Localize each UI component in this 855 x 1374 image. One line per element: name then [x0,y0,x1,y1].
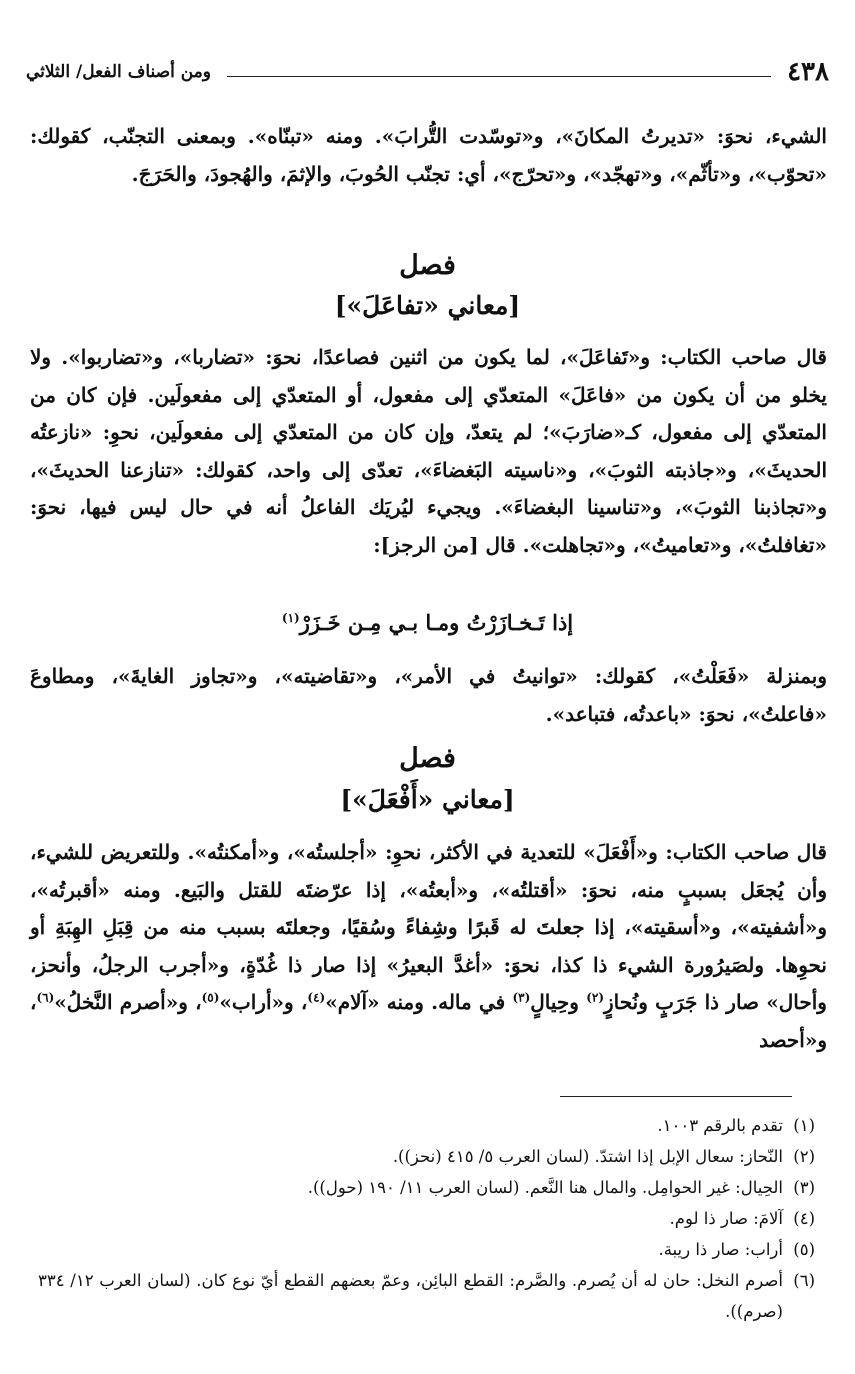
footnotes [38,1110,815,1327]
verse-text: إذا تَـخـازَرْتُ ومـا بـي مِـن خَـزَرْ [299,610,574,635]
body-paragraph: قال صاحب الكتاب: و«تَفاعَلَ»، لما يكون من اثنين فصاعدًا، نحوَ: «تضاربا»، و«تضاربوا». ولا يخلو من أن يكون من «فاعَلَ» المتعدّي إلى مفعول، أو المتعدّي إلى مفعولَين. فإن كان من المتعدّي إلى مفعول، كـ«ضارَبَ»؛ لم يتعدّ، وإن كان من المتعدّي إلى مفعولَين، نحوِ: «نازعتُه الحديثَ»، و«جاذبته الثوبَ»، و«ناسيته البَغضاءَ»، تعدّى إلى واحد، كقولك: «تنازعنا الحديثَ»، و«تجاذبنا الثوبَ»، و«تناسينا البغضاءَ». ويجيء ليُريَك الفاعلُ أنه في حال ليس فيها، نحوَ: «تغافلتُ»، و«تعاميتُ»، و«تجاهلت». قال [من الرجز]: [30,345,827,557]
text-run: وحِيالٍ [530,990,587,1014]
body-paragraph: الشيء، نحوَ: «تديرتُ المكانَ»، و«توسّدت التُّرابَ». ومنه «تبنّاه». وبمعنى التجنّب، كقولك: «تحوّب»، و«تأثّم»، و«تهجّد»، و«تحرّج»، أي: تجنّب الحُوبَ، والإثمَ، والهُجودَ، والحَرَجَ. [30,124,827,186]
footnote [38,1234,815,1265]
text-run: في ماله. ومنه «آلام» [325,990,513,1014]
verse-line [0,610,855,635]
body-paragraph [30,834,827,1059]
section-heading: [معاني «أَفْعَلَ»] [340,785,515,814]
footnote-marker: (٣) [512,990,531,1005]
footnote [38,1172,815,1203]
footnote-number: (٥) [793,1240,815,1259]
running-header [26,52,829,92]
footnote-number: (٦) [793,1271,815,1290]
footnote-rule [560,1096,792,1097]
footnote-marker: (١) [281,611,300,625]
footnote-text: أصرم النخل: حان له أن يُصرم. والصَّرم: القطع البائِن، وعمّ بعضهم القطع أيّ نوع كان. (لسان العرب ١٢/ ٣٣٤ (صرم)). [38,1271,783,1321]
footnote-marker: (٢) [586,990,605,1005]
footnote-number: (٣) [793,1178,815,1197]
footnote-text: تقدم بالرقم ١٠٠٣. [657,1116,783,1135]
footnote-text: الحِيال: غير الحوامِل. والمال هنا النَّعم. (لسان العرب ١١/ ١٩٠ (حول)). [307,1178,783,1197]
footnote-text: أراب: صار ذا ريبة. [658,1240,783,1259]
section-title: فصل [399,250,456,281]
section-title: فصل [399,743,456,774]
section-heading: [معاني «تفاعَلَ»] [334,291,521,320]
footnote [38,1265,815,1327]
footnote-marker: (٤) [307,990,326,1005]
footnote-number: (١) [793,1116,815,1135]
footnote [38,1141,815,1172]
text-run: ، و«أصرم النَّخلُ» [54,990,202,1014]
text-run: ، و«أراب» [219,990,308,1014]
text-run: قال صاحب الكتاب: و«أَفْعَلَ» للتعدية في الأكثر، نحوِ: «أجلستُه»، و«أمكنتُه». وللتعريض للشيء، وأن يُجعَل بسببٍ منه، نحوَ: «أقتلتُه»، و«أبعتُه»، إذا عرّضتَه للقتل والبَيع. ومنه «أقبرتُه»، و«أشفيته»، و«أسقيته»، إذا جعلتَ له قَبرًا وشِفاءً وسُقيًا، وجعلتَه بسبب منه من قِبَلِ الهِبَةِ أو نحوِها. ولصَيرُورة الشيء ذا كذا، نحوَ: «أغدَّ البعيرُ» إذا صار ذا غُدّةٍ، و«أجرب الرجلُ، وأنحز، وأحال» صار ذا جَرَبٍ ونُحازٍ [30,840,827,1014]
text-run: ، و«أحصد [30,990,827,1052]
header-rule [227,76,771,77]
footnote-text: آلامَ: صار ذا لوم. [669,1209,783,1228]
page-number: ٤٣٨ [787,57,829,87]
body-paragraph: وبمنزلة «فَعَلْتُ»، كقولك: «توانيتُ في الأمر»، و«تقاضيته»، و«تجاوز الغايةَ»، ومطاوعَ «فاعلتُ»، نحوَ: «باعدتُه، فتباعد». [30,664,827,726]
footnote [38,1203,815,1234]
footnote-number: (٤) [793,1209,815,1228]
footnote-text: النّحاز: سعال الإبل إذا اشتدّ. (لسان العرب ٥/ ٤١٥ (نحز)). [392,1147,783,1166]
footnote-marker: (٥) [201,990,220,1005]
footnote [38,1110,815,1141]
running-title: ومن أصناف الفعل/ الثلاثي [26,62,211,82]
footnote-number: (٢) [793,1147,815,1166]
footnote-marker: (٦) [36,990,55,1005]
